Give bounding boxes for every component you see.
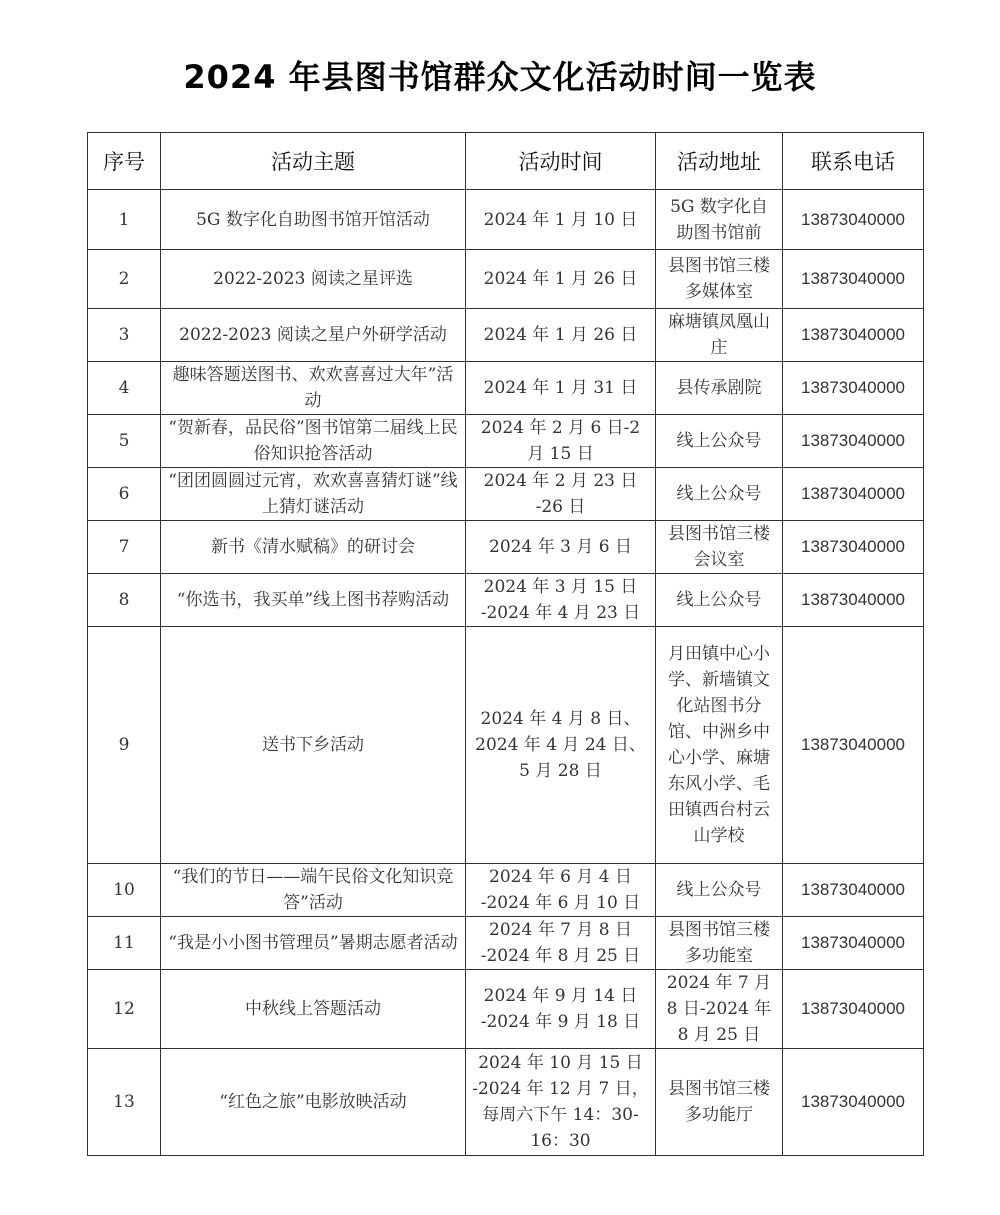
- table-row: [88, 190, 924, 250]
- row-phone: 13873040000: [783, 917, 924, 970]
- table-row: [88, 574, 924, 627]
- header-place: 活动地址: [656, 133, 783, 190]
- row-time: 2024 年 4 月 8 日、2024 年 4 月 24 日、5 月 28 日: [466, 627, 656, 864]
- row-phone: 13873040000: [783, 190, 924, 250]
- row-place: 县传承剧院: [656, 362, 783, 415]
- row-time: 2024 年 2 月 6 日-2 月 15 日: [466, 415, 656, 468]
- row-place: 线上公众号: [656, 415, 783, 468]
- table-header-row: [88, 133, 924, 190]
- row-theme: “团团圆圆过元宵，欢欢喜喜猜灯谜”线上猜灯谜活动: [161, 468, 466, 521]
- table-row: [88, 468, 924, 521]
- row-time: 2024 年 1 月 31 日: [466, 362, 656, 415]
- row-phone: 13873040000: [783, 864, 924, 917]
- header-number: 序号: [88, 133, 161, 190]
- row-number: 9: [88, 627, 161, 864]
- row-place: 线上公众号: [656, 864, 783, 917]
- row-theme: 新书《清水赋稿》的研讨会: [161, 521, 466, 574]
- row-phone: 13873040000: [783, 574, 924, 627]
- row-number: 1: [88, 190, 161, 250]
- row-phone: 13873040000: [783, 1049, 924, 1156]
- row-place: 线上公众号: [656, 574, 783, 627]
- row-number: 10: [88, 864, 161, 917]
- table-row: [88, 250, 924, 309]
- header-phone: 联系电话: [783, 133, 924, 190]
- row-time: 2024 年 7 月 8 日 -2024 年 8 月 25 日: [466, 917, 656, 970]
- row-phone: 13873040000: [783, 250, 924, 309]
- table-row: [88, 521, 924, 574]
- table-row: [88, 1049, 924, 1156]
- row-time: 2024 年 3 月 6 日: [466, 521, 656, 574]
- row-place: 5G 数字化自助图书馆前: [656, 190, 783, 250]
- row-theme: “你选书，我买单”线上图书荐购活动: [161, 574, 466, 627]
- row-theme: “贺新春，品民俗”图书馆第二届线上民俗知识抢答活动: [161, 415, 466, 468]
- page-title: 2024 年县图书馆群众文化活动时间一览表: [183, 58, 817, 96]
- row-time: 2024 年 10 月 15 日 -2024 年 12 月 7 日，每周六下午 14：30-16：30: [466, 1049, 656, 1156]
- row-phone: 13873040000: [783, 309, 924, 362]
- row-theme: “我是小小图书管理员”暑期志愿者活动: [161, 917, 466, 970]
- row-theme: 2022-2023 阅读之星评选: [161, 250, 466, 309]
- row-number: 6: [88, 468, 161, 521]
- row-place: 县图书馆三楼多媒体室: [656, 250, 783, 309]
- row-time: 2024 年 9 月 14 日 -2024 年 9 月 18 日: [466, 970, 656, 1049]
- row-place: 县图书馆三楼多功能室: [656, 917, 783, 970]
- row-number: 13: [88, 1049, 161, 1156]
- row-theme: 5G 数字化自助图书馆开馆活动: [161, 190, 466, 250]
- table-row: [88, 362, 924, 415]
- row-place: 月田镇中心小学、新墙镇文化站图书分馆、中洲乡中心小学、麻塘东风小学、毛田镇西台村云山学校: [656, 627, 783, 864]
- row-theme: 趣味答题送图书、欢欢喜喜过大年”活动: [161, 362, 466, 415]
- row-phone: 13873040000: [783, 627, 924, 864]
- row-place: 麻塘镇凤凰山庄: [656, 309, 783, 362]
- row-number: 7: [88, 521, 161, 574]
- row-theme: 送书下乡活动: [161, 627, 466, 864]
- row-place: 县图书馆三楼会议室: [656, 521, 783, 574]
- row-number: 12: [88, 970, 161, 1049]
- table-row: [88, 415, 924, 468]
- row-number: 3: [88, 309, 161, 362]
- row-number: 5: [88, 415, 161, 468]
- activity-table: [87, 132, 924, 1156]
- row-time: 2024 年 1 月 26 日: [466, 250, 656, 309]
- row-theme: “红色之旅”电影放映活动: [161, 1049, 466, 1156]
- row-number: 2: [88, 250, 161, 309]
- row-phone: 13873040000: [783, 521, 924, 574]
- row-time: 2024 年 1 月 10 日: [466, 190, 656, 250]
- table-row: [88, 970, 924, 1049]
- row-number: 8: [88, 574, 161, 627]
- row-time: 2024 年 2 月 23 日 -26 日: [466, 468, 656, 521]
- row-phone: 13873040000: [783, 468, 924, 521]
- row-theme: “我们的节日——端午民俗文化知识竞答”活动: [161, 864, 466, 917]
- row-time: 2024 年 1 月 26 日: [466, 309, 656, 362]
- header-time: 活动时间: [466, 133, 656, 190]
- row-time: 2024 年 3 月 15 日 -2024 年 4 月 23 日: [466, 574, 656, 627]
- table-row: [88, 917, 924, 970]
- row-time: 2024 年 6 月 4 日 -2024 年 6 月 10 日: [466, 864, 656, 917]
- row-number: 11: [88, 917, 161, 970]
- row-phone: 13873040000: [783, 362, 924, 415]
- row-place: 2024 年 7 月 8 日-2024 年 8 月 25 日: [656, 970, 783, 1049]
- table-row: [88, 864, 924, 917]
- header-theme: 活动主题: [161, 133, 466, 190]
- row-place: 县图书馆三楼多功能厅: [656, 1049, 783, 1156]
- row-place: 线上公众号: [656, 468, 783, 521]
- table-row: [88, 627, 924, 864]
- row-theme: 中秋线上答题活动: [161, 970, 466, 1049]
- row-number: 4: [88, 362, 161, 415]
- row-theme: 2022-2023 阅读之星户外研学活动: [161, 309, 466, 362]
- table-row: [88, 309, 924, 362]
- row-phone: 13873040000: [783, 415, 924, 468]
- row-phone: 13873040000: [783, 970, 924, 1049]
